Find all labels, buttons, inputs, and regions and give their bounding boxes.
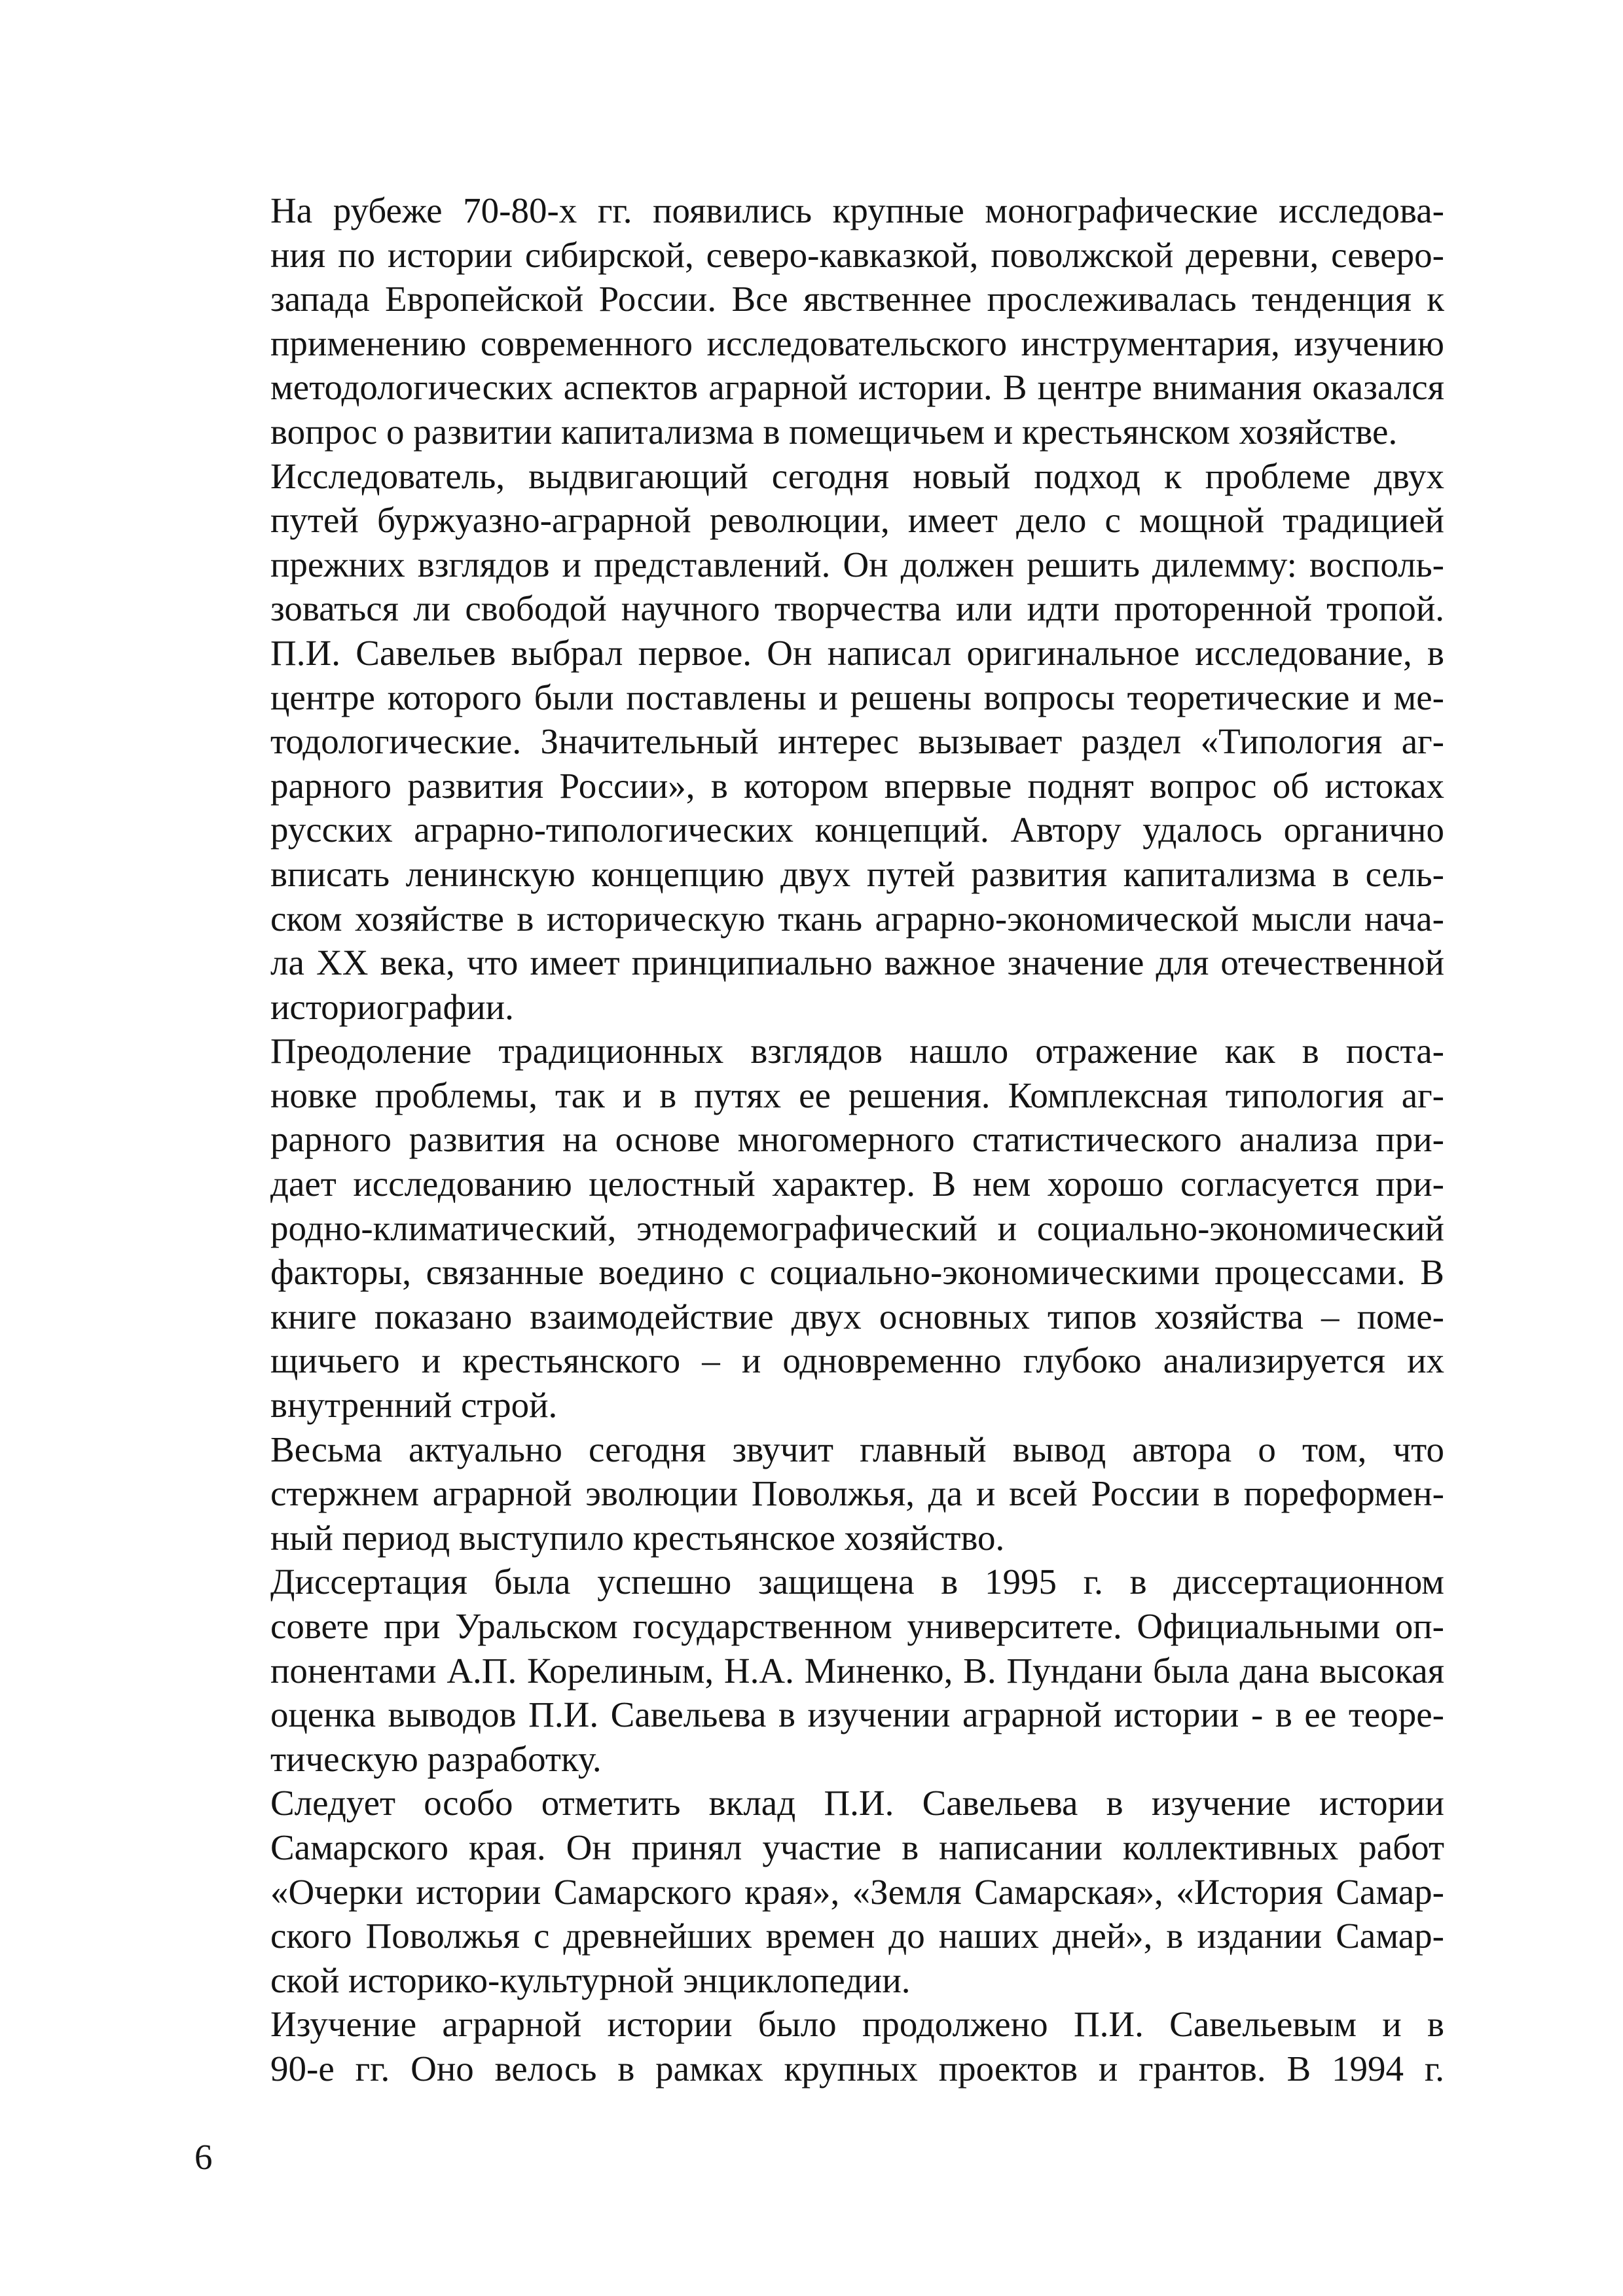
text-line: запада Европейской России. Все явственнее прослеживалась тенденция к [270, 279, 1444, 319]
text-line: факторы, связанные воедино с социально-экономическими процессами. В [270, 1252, 1444, 1293]
text-line: Следует особо отметить вклад П.И. Савельева в изучение истории [270, 1783, 1444, 1823]
paragraph-4 [194, 1427, 1444, 1560]
text-line: путей буржуазно-аграрной революции, имеет дело с мощной традицией [270, 500, 1444, 541]
text-line: историографии. [270, 986, 514, 1027]
text-line: методологических аспектов аграрной истории. В центре внимания оказался [270, 367, 1444, 408]
text-line: прежних взглядов и представлений. Он должен решить дилемму: восполь- [270, 544, 1444, 584]
text-line: Изучение аграрной истории было продолжено П.И. Савельевым и в [270, 2004, 1444, 2045]
text-line: родно-климатический, этнодемографический и социально-экономический [270, 1208, 1444, 1248]
paragraph-3 [194, 1029, 1444, 1427]
text-line: Диссертация была успешно защищена в 1995 г. в диссертационном [270, 1562, 1444, 1602]
document-body [194, 188, 1444, 2091]
text-line: зоваться ли свободой научного творчества или идти проторенной тропой. [270, 588, 1444, 629]
text-line: Преодоление традиционных взглядов нашло отражение как в поста- [270, 1031, 1444, 1071]
text-line: оценка выводов П.И. Савельева в изучении аграрной истории - в ее теоре- [270, 1695, 1444, 1735]
text-line: стержнем аграрной эволюции Поволжья, да и всей России в пореформен- [270, 1473, 1444, 1514]
paragraph-7 [194, 2002, 1444, 2090]
text-line: Исследователь, выдвигающий сегодня новый подход к проблеме двух [270, 456, 1444, 496]
text-line: центре которого были поставлены и решены вопросы теоретические и ме- [270, 677, 1444, 717]
text-line: русских аграрно-типологических концепций. Автору удалось органично [270, 810, 1444, 850]
text-line: На рубеже 70-80-х гг. появились крупные монографические исследова- [270, 190, 1444, 230]
text-line: вопрос о развитии капитализма в помещичьем и крестьянском хозяйстве. [270, 411, 1398, 452]
text-line: тическую разработку. [270, 1738, 602, 1779]
text-line: книге показано взаимодействие двух основных типов хозяйства – поме- [270, 1296, 1444, 1336]
text-line: 90-е гг. Оно велось в рамках крупных проектов и грантов. В 1994 г. [270, 2048, 1444, 2089]
text-line: Весьма актуально сегодня звучит главный вывод автора о том, что [270, 1429, 1444, 1469]
text-line: новке проблемы, так и в путях ее решения. Комплексная типология аг- [270, 1075, 1444, 1115]
text-line: ском хозяйстве в историческую ткань аграрно-экономической мысли нача- [270, 898, 1444, 939]
text-line: «Очерки истории Самарского края», «Земля Самарская», «История Самар- [270, 1871, 1444, 1912]
text-line: тодологические. Значительный интерес вызывает раздел «Типология аг- [270, 721, 1444, 762]
text-line: рарного развития России», в котором впервые поднят вопрос об истоках [270, 765, 1444, 806]
page-number: 6 [194, 2137, 213, 2177]
text-line: ла XX века, что имеет принципиально важное значение для отечественной [270, 942, 1444, 983]
text-line: ный период выступило крестьянское хозяйство. [270, 1517, 1005, 1558]
paragraph-5 [194, 1560, 1444, 1781]
paragraph-6 [194, 1781, 1444, 2002]
text-line: щичьего и крестьянского – и одновременно глубоко анализируется их [270, 1340, 1444, 1381]
text-line: рарного развития на основе многомерного статистического анализа при- [270, 1119, 1444, 1160]
text-line: совете при Уральском государственном университете. Официальными оп- [270, 1606, 1444, 1646]
paragraph-1 [194, 188, 1444, 454]
text-line: дает исследованию целостный характер. В нем хорошо согласуется при- [270, 1164, 1444, 1204]
text-line: вписать ленинскую концепцию двух путей развития капитализма в сель- [270, 853, 1444, 894]
text-line: Самарского края. Он принял участие в написании коллективных работ [270, 1827, 1444, 1867]
text-line: П.И. Савельев выбрал первое. Он написал оригинальное исследование, в [270, 632, 1444, 673]
paragraph-2 [194, 454, 1444, 1030]
text-line: ской историко-культурной энциклопедии. [270, 1960, 911, 2000]
text-line: понентами А.П. Корелиным, Н.А. Миненко, В. Пундани была дана высокая [270, 1650, 1444, 1691]
text-line: ния по истории сибирской, северо-кавказкой, поволжской деревни, северо- [270, 234, 1444, 275]
text-line: применению современного исследовательского инструментария, изучению [270, 323, 1444, 363]
text-line: внутренний строй. [270, 1385, 558, 1426]
text-line: ского Поволжья с древнейших времен до наших дней», в издании Самар- [270, 1916, 1444, 1956]
